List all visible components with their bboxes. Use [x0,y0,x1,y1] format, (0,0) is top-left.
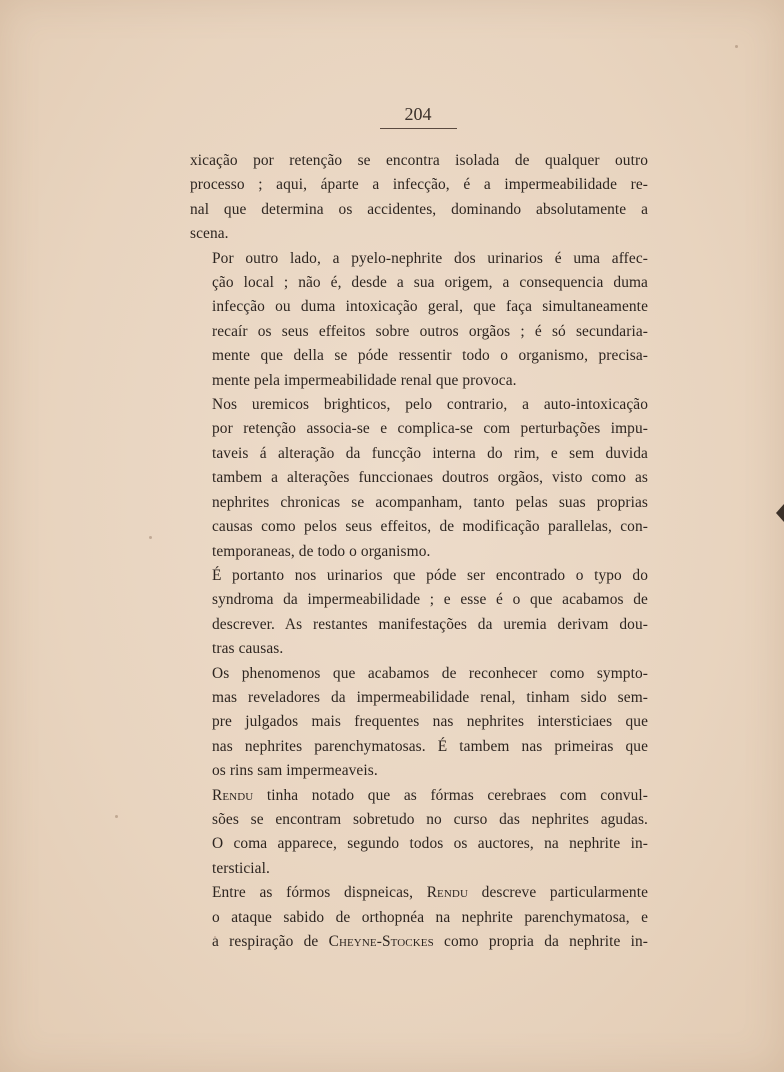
body-text [190,149,648,954]
line-text: Os phenomenos que acabamos de reconhecer como sympto- [212,664,648,682]
line-text: ção local ; não é, desde a sua origem, a consequencia duma [212,274,648,292]
line-text: os rins sam impermeaveis. [212,762,378,780]
text-line [190,344,648,368]
line-text: tinha notado que as fórmas cerebraes com convul- [253,786,648,804]
text-line [190,247,648,271]
paragraph [190,247,648,393]
text-line [190,564,648,588]
line-text: tambem a alterações funccionaes doutros orgãos, visto como as [212,469,648,487]
text-line [190,930,648,954]
line-text: xicação por retenção se encontra isolada de qualquer outro [190,152,648,169]
line-text: Nos uremicos brighticos, pelo contrario, a auto-intoxicação [212,396,648,414]
text-line [190,784,648,808]
text-line [190,417,648,441]
line-text: pre julgados mais frequentes nas nephrites intersticiaes que [212,713,648,731]
line-text: tersticial. [212,859,270,877]
text-line [190,588,648,612]
text-line [190,198,648,222]
line-text: syndroma da impermeabilidade ; e esse é o que acabamos de [212,591,648,609]
line-text: tras causas. [212,640,284,658]
text-line [190,271,648,295]
line-text: Por outro lado, a pyelo-nephrite dos urinarios é uma affec- [212,249,648,267]
text-line [190,149,648,173]
line-text: temporaneas, de todo o organismo. [212,542,431,560]
text-line [190,710,648,734]
text-line [190,295,648,319]
text-line [190,613,648,637]
line-text: descrever. As restantes manifestações da uremia derivam dou- [212,615,648,633]
paragraph [190,662,648,784]
paper-spot [735,45,738,48]
text-line [190,173,648,197]
text-line [190,369,648,393]
line-text: mente que della se póde ressentir todo o organismo, precisa- [212,347,648,365]
text-line [190,540,648,564]
paper-spot [214,936,216,938]
line-text: como propria da nephrite in- [433,933,649,950]
line-text: taveis á alteração da funcção interna do rim, e sem duvida [212,444,648,462]
line-text: nephrites chronicas se acompanham, tanto pelas suas proprias [212,493,648,511]
line-text: nas nephrites parenchymatosas. É tambem nas primeiras que [212,737,648,755]
line-text: infecção ou duma intoxicação geral, que faça simultaneamente [212,298,648,316]
line-text: descreve particularmente [468,884,648,902]
text-line [190,442,648,466]
line-text: causas como pelos seus effeitos, de modificação parallelas, con- [212,518,648,536]
line-text: mas reveladores da impermeabilidade renal, tinham sido sem- [212,688,648,706]
text-line [190,320,648,344]
author-name: Cheyne-Stockes [328,933,434,950]
paragraph [190,393,648,564]
header-rule [380,128,457,129]
line-text: scena. [190,225,229,243]
line-text: É portanto nos urinarios que póde ser encontrado o typo do [212,566,648,584]
text-line [190,466,648,490]
author-name: Rendu [426,884,469,902]
text-line [190,906,648,930]
paragraph [190,784,648,882]
line-text: recaír os seus effeitos sobre outros orgãos ; é só secundaria- [212,322,648,340]
text-line [190,662,648,686]
line-text: Entre as fórmos dispneicas, [212,884,427,902]
paragraph [190,564,648,662]
page-number: 204 [404,104,432,124]
author-name: Rendu [212,786,254,804]
paragraph [190,881,648,954]
line-text: sões se encontram sobretudo no curso das nephrites agudas. [212,810,648,828]
text-line [190,222,648,246]
paper-spot [115,815,118,818]
text-line [190,735,648,759]
line-text: mente pela impermeabilidade renal que provoca. [212,371,517,389]
line-text: O coma apparece, segundo todos os auctores, na nephrite in- [212,835,648,853]
text-line [190,832,648,856]
paragraph [190,149,648,247]
text-line [190,491,648,515]
text-line [190,515,648,539]
text-line [190,637,648,661]
line-text: nal que determina os accidentes, dominando absolutamente a [190,200,648,218]
line-text: o ataque sabido de orthopnéa na nephrite parenchymatosa, e [212,908,648,926]
text-line [190,808,648,832]
text-line [190,857,648,881]
paper-spot [149,536,152,539]
text-line [190,881,648,905]
text-line [190,393,648,417]
page-edge-tab [776,504,784,522]
line-text: processo ; aqui, áparte a infecção, é a impermeabilidade re- [190,176,648,194]
line-text: por retenção associa-se e complica-se com perturbações impu- [212,420,648,438]
text-line [190,759,648,783]
line-text: a respiração de [212,933,329,950]
text-line [190,686,648,710]
